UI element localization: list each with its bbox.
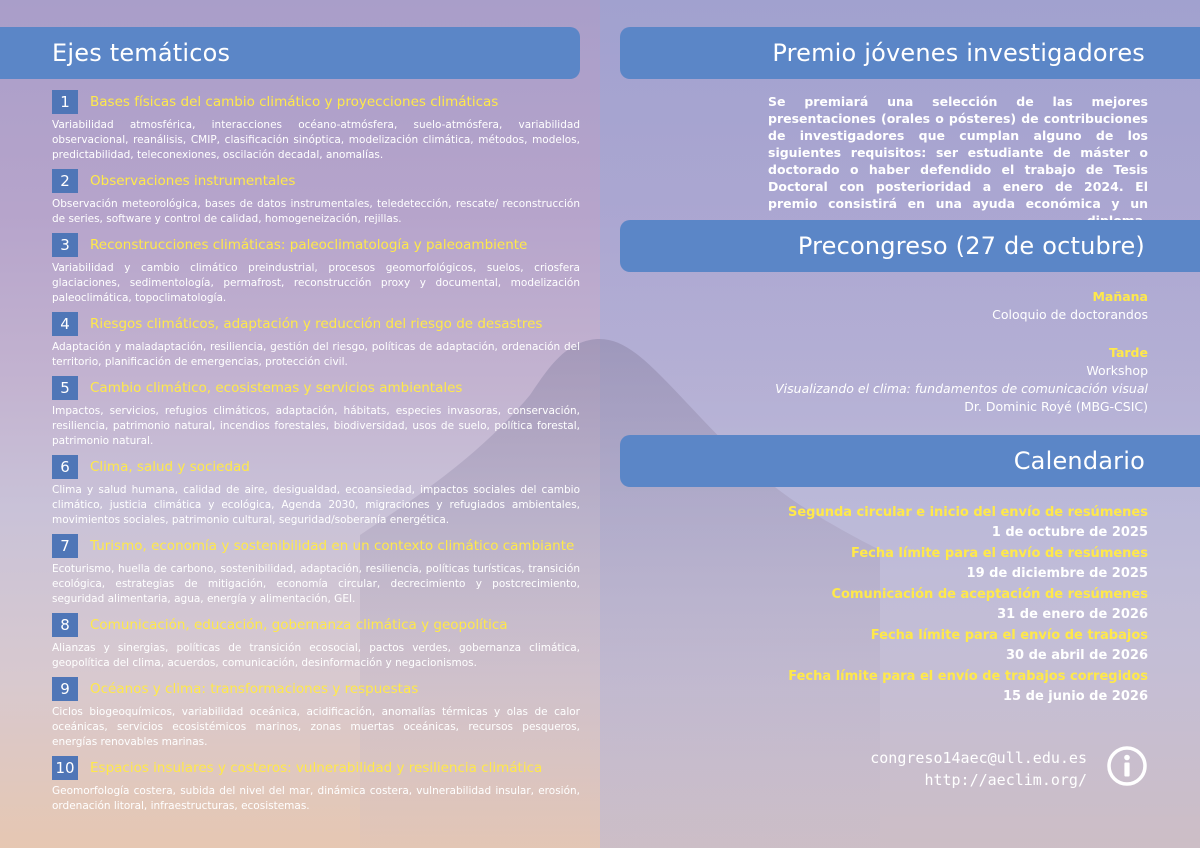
axis-description: Adaptación y maladaptación, resiliencia, gestión del riesgo, políticas de adaptación, ordenación del territorio, planificación de emergencias, protección civil. <box>52 341 580 368</box>
heading-text: Calendario <box>1013 447 1145 475</box>
calendar-item-title: Comunicación de aceptación de resúmenes <box>831 587 1148 602</box>
axis-number: 9 <box>52 677 78 701</box>
axis-number: 5 <box>52 376 78 400</box>
axis-title: Espacios insulares y costeros: vulnerabilidad y resiliencia climática <box>90 760 543 776</box>
axis-description: Impactos, servicios, refugios climáticos, adaptación, hábitats, especies invasoras, conservación, resiliencia, patrimonio natural, incendios forestales, biodiversidad, usos de suelo, política forestal, patrimonio natural. <box>52 405 580 447</box>
axis-item <box>52 455 580 528</box>
axis-number: 4 <box>52 312 78 336</box>
axis-item <box>52 677 580 750</box>
calendar-item-date: 31 de enero de 2026 <box>997 607 1148 622</box>
axis-title: Bases físicas del cambio climático y proyecciones climáticas <box>90 94 499 110</box>
precongress-details <box>775 288 1148 416</box>
contact-info <box>870 747 1087 791</box>
axis-number: 1 <box>52 90 78 114</box>
info-icon <box>1106 745 1148 787</box>
axis-item <box>52 90 580 163</box>
calendar-item <box>788 543 1148 584</box>
calendar-item-title: Fecha límite para el envío de trabajos <box>870 628 1148 643</box>
calendar-item <box>788 502 1148 543</box>
section-heading-calendar <box>620 435 1200 487</box>
calendar-item-date: 1 de octubre de 2025 <box>991 525 1148 540</box>
heading-text: Precongreso (27 de octubre) <box>797 232 1145 260</box>
calendar-item-title: Fecha límite para el envío de trabajos corregidos <box>788 669 1148 684</box>
calendar-item <box>788 584 1148 625</box>
calendar-item-date: 30 de abril de 2026 <box>1005 648 1148 663</box>
axis-description: Variabilidad y cambio climático preindustrial, procesos geomorfológicos, suelos, criosfera glaciaciones, sedimentología, permafrost, reconstrucción proxy y documental, modelización paleoclimática, topoclimatología. <box>52 262 580 304</box>
contact-url[interactable]: http://aeclim.org/ <box>924 771 1087 789</box>
afternoon-speaker: Dr. Dominic Royé (MBG-CSIC) <box>964 399 1148 414</box>
axis-title: Riesgos climáticos, adaptación y reducción del riesgo de desastres <box>90 316 543 332</box>
contact-email[interactable]: congreso14aec@ull.edu.es <box>870 749 1087 767</box>
axis-title: Océanos y clima: transformaciones y respuestas <box>90 681 419 697</box>
axis-description: Variabilidad atmosférica, interacciones océano-atmósfera, suelo-atmósfera, variabilidad observacional, reanálisis, CMIP, clasificación sinóptica, modelización climática, métodos, modelos, predictabilidad, teleconexiones, oscilación decadal, anomalías. <box>52 119 580 161</box>
axis-item <box>52 233 580 306</box>
calendar-item-title: Fecha límite para el envío de resúmenes <box>851 546 1148 561</box>
section-heading-thematic-axes <box>0 27 580 79</box>
prize-description: Se premiará una selección de las mejores presentaciones (orales o pósteres) de contribuciones de investigadores que cumplan alguno de los siguientes requisitos: ser estudiante de máster o doctorado o haber defendido el trabajo de Tesis Doctoral con posterioridad a enero de 2024. El premio consistirá en una ayuda económica y un <box>768 94 1148 211</box>
axis-title: Cambio climático, ecosistemas y servicios ambientales <box>90 380 463 396</box>
axis-item <box>52 613 580 671</box>
axis-number: 6 <box>52 455 78 479</box>
afternoon-type: Workshop <box>1086 363 1148 378</box>
axis-description: Alianzas y sinergias, políticas de transición ecosocial, pactos verdes, gobernanza climática, geopolítica del clima, acuerdos, comunicación, desinformación y negacionismos. <box>52 642 580 669</box>
axis-number: 7 <box>52 534 78 558</box>
afternoon-title: Visualizando el clima: fundamentos de comunicación visual <box>775 381 1148 396</box>
axis-number: 8 <box>52 613 78 637</box>
axis-item <box>52 534 580 607</box>
afternoon-label: Tarde <box>1109 345 1148 360</box>
calendar-item-date: 15 de junio de 2026 <box>1003 689 1148 704</box>
section-heading-precongress <box>620 220 1200 272</box>
morning-label: Mañana <box>1092 289 1148 304</box>
morning-text: Coloquio de doctorandos <box>992 307 1148 322</box>
axis-item <box>52 756 580 814</box>
calendar-item-title: Segunda circular e inicio del envío de resúmenes <box>787 505 1148 520</box>
axis-number: 3 <box>52 233 78 257</box>
calendar-list <box>788 502 1148 707</box>
heading-text: Premio jóvenes investigadores <box>772 39 1145 67</box>
axis-title: Observaciones instrumentales <box>90 173 296 189</box>
axis-item <box>52 376 580 449</box>
axis-title: Reconstrucciones climáticas: paleoclimatología y paleoambiente <box>90 237 528 253</box>
axis-description: Ecoturismo, huella de carbono, sostenibilidad, adaptación, resiliencia, políticas turísticas, transición ecológica, estrategias de mitigación, economía circular, decrecimiento y postcrecimiento, seguridad alimentaria, agua, energía y alimentación, GEI. <box>52 563 580 605</box>
axis-title: Turismo, economía y sostenibilidad en un contexto climático cambiante <box>90 538 575 554</box>
axis-item <box>52 312 580 370</box>
axis-description: Ciclos biogeoquímicos, variabilidad oceánica, acidificación, anomalías térmicas y olas de calor oceánicas, servicios ecosistémicos marinos, zonas muertas oceánicas, recursos pesqueros, energías renovables marinas. <box>52 706 580 748</box>
axis-description: Observación meteorológica, bases de datos instrumentales, teledetección, rescate/ reconstrucción de series, software y control de calidad, homogeneización, rejillas. <box>52 198 580 225</box>
calendar-item <box>788 625 1148 666</box>
calendar-item-date: 19 de diciembre de 2025 <box>966 566 1148 581</box>
axis-item <box>52 169 580 227</box>
axis-description: Clima y salud humana, calidad de aire, desigualdad, ecoansiedad, impactos sociales del cambio climático, justicia climática y ecológica, Agenda 2030, migraciones y refugiados ambientales, movimientos sociales, patrimonio cultural, seguridad/soberanía energética. <box>52 484 580 526</box>
axis-description: Geomorfología costera, subida del nivel del mar, dinámica costera, vulnerabilidad insular, erosión, ordenación litoral, infraestructuras, ecosistemas. <box>52 785 580 812</box>
axis-number: 10 <box>52 756 78 780</box>
thematic-axes-list <box>52 90 580 820</box>
axis-number: 2 <box>52 169 78 193</box>
section-heading-prize <box>620 27 1200 79</box>
calendar-item <box>788 666 1148 707</box>
heading-text: Ejes temáticos <box>52 39 231 67</box>
axis-title: Comunicación, educación, gobernanza climática y geopolítica <box>90 617 508 633</box>
axis-title: Clima, salud y sociedad <box>90 459 250 475</box>
